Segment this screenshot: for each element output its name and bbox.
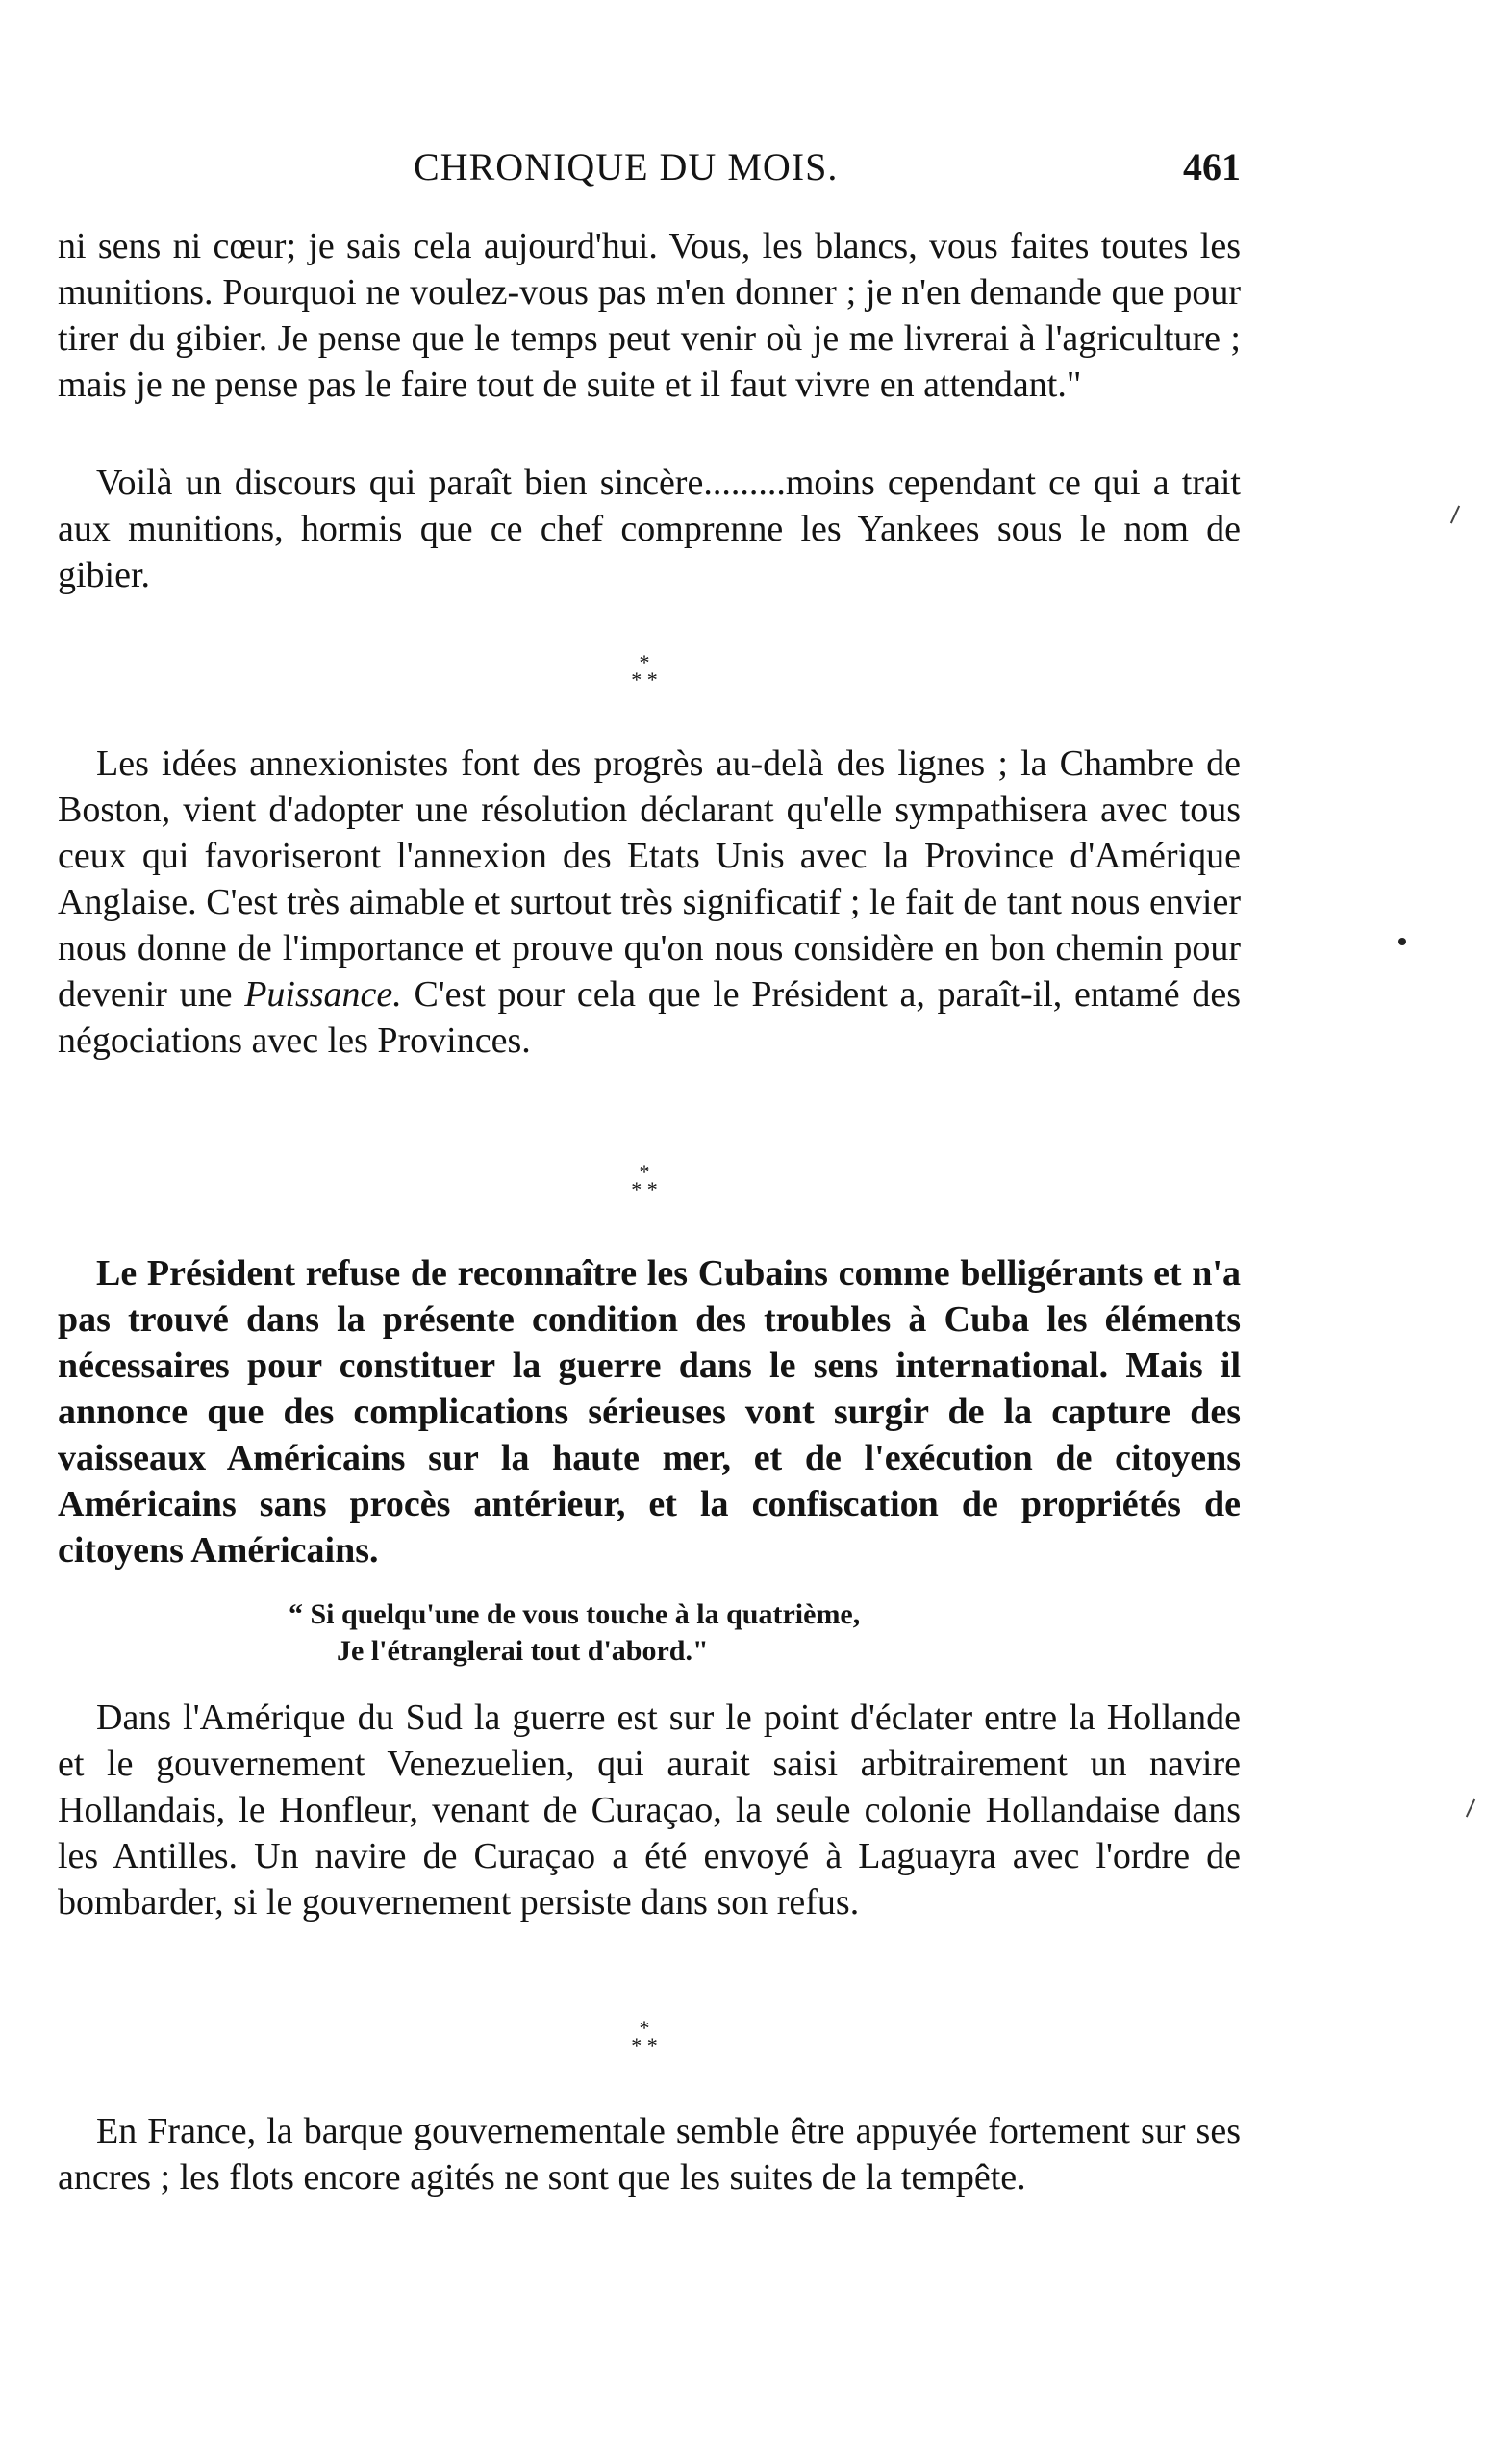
asterism-top: * (639, 1160, 650, 1184)
quotation-line-2: Je l'étranglerai tout d'abord." (337, 1635, 709, 1667)
quotation-line-1: “ Si quelqu'une de vous touche à la quatrième, (289, 1598, 861, 1630)
running-header (58, 144, 1241, 202)
paragraph-cuba: Le Président refuse de reconnaître les Cubains comme belligérants et n'a pas trouvé dans la présente condition des troubles à Cuba les éléments nécessaires pour constituer la guerre dans le sens international. Mais il annonce que des complications sérieuses vont surgir de la capture des vaisseaux Américains sur la haute mer, et de l'exécution de citoyens Américains sans procès antérieur, et la confiscation de propriétés de citoyens Américains. (58, 1253, 1241, 1571)
paragraph-amerique-sud: Dans l'Amérique du Sud la guerre est sur le point d'éclater entre la Hollande et le gouvernement Venezuelien, qui aurait saisi arbitrairement un navire Hollandais, le Honfleur, venant de Curaçao, la seule colonie Hollandaise dans les Antilles. Un navire de Curaçao a été envoyé à Laguayra avec l'ordre de bombarder, si le gouvernement persiste dans son refus. (58, 1697, 1241, 1923)
asterism-separator (596, 650, 692, 691)
paragraph-continuation: ni sens ni cœur; je sais cela aujourd'hui. Vous, les blancs, vous faites toutes les munitions. Pourquoi ne voulez-vous pas m'en donner ; je n'en demande que pour tirer du gibier. Je pense que le temps peut venir où je me livrerai à l'agriculture ; mais je ne pense pas le faire tout de suite et il faut vivre en attendant." (58, 226, 1241, 405)
paragraph-annexion-text: Les idées annexionistes font des progrès au-delà des lignes ; la Chambre de Boston, vient d'adopter une résolution déclarant qu'elle sympathisera avec tous ceux qui favoriseront l'annexion des Etats Unis avec la Province d'Amérique Anglaise. C'est très aimable et surtout très significatif ; le fait de tant nous envier nous donne de l'importance et prouve qu'on nous considère en bon chemin pour devenir une (58, 743, 1241, 1015)
asterism-bottom: * * (631, 1177, 658, 1201)
asterism-bottom: * * (631, 2033, 658, 2057)
margin-mark-dot (1398, 938, 1406, 945)
page-number: 461 (1183, 145, 1241, 189)
margin-mark-tick (1450, 506, 1460, 524)
asterism-separator (596, 1160, 692, 1201)
paragraph-annexion-italic: Puissance. (244, 974, 402, 1015)
paragraph-discours: Voilà un discours qui paraît bien sincère.........moins cependant ce qui a trait aux munitions, hormis que ce chef comprenne les Yankees sous le nom de gibier. (58, 463, 1241, 595)
running-title: CHRONIQUE DU MOIS. (414, 145, 839, 189)
asterism-bottom: * * (631, 667, 658, 691)
paragraph-annexion (58, 741, 1241, 1064)
paragraph-annexion-text-end: C'est pour cela que le Président a, paraît-il, entamé des négociations avec les Provinces. (58, 974, 1242, 1061)
margin-mark-tick (1466, 1799, 1475, 1818)
paragraph-france: En France, la barque gouvernementale semble être appuyée fortement sur ses ancres ; les flots encore agités ne sont que les suites de la tempête. (58, 2111, 1241, 2198)
quotation (289, 1597, 1154, 1670)
asterism-top: * (639, 650, 650, 674)
asterism-separator (596, 2016, 692, 2057)
asterism-top: * (639, 2016, 650, 2040)
